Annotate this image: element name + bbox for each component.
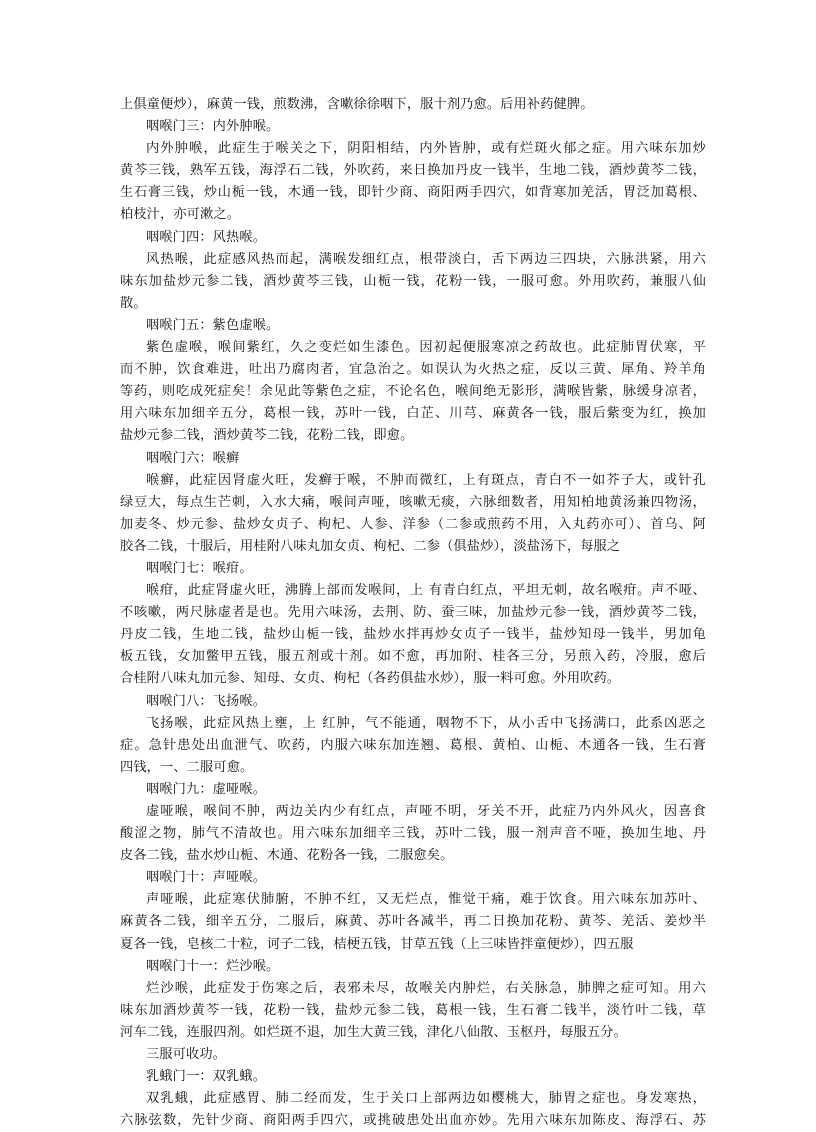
text-line: 柏枝汁，亦可漱之。 [120,207,241,223]
text-line: 等药，则吃成死症矣！余见此等紫色之症，不论名色，喉间绝无影形，满喉皆紫，脉缓身凉者， [120,384,706,400]
text-line: 夏各一钱，皂核二十粒，诃子二钱，桔梗五钱，甘草五钱（上三味皆拌童便炒），四五服 [120,936,634,952]
section-heading: 咽喉门十一：烂沙喉。 [146,958,280,974]
text-line: 盐炒元参二钱，酒炒黄芩二钱，花粉二钱，即愈。 [120,428,414,444]
text-line: 声哑喉，此症寒伏肺腑，不肿不红，又无烂点，惟觉干痛，难于饮食。用六味东加苏叶、 [146,892,706,908]
section-heading: 咽喉门六：喉癣 [146,450,240,466]
section-heading: 乳蛾门一：双乳蛾。 [146,1069,267,1085]
text-line: 丹皮二钱，生地二钱，盐炒山栀一钱，盐炒水拌再炒女贞子一钱半，盐炒知母一钱半，男加龟 [120,627,706,643]
text-line: 皮各二钱，盐水炒山栀、木通、花粉各一钱，二服愈矣。 [120,848,454,864]
text-line: 麻黄各二钱，细辛五分，二服后，麻黄、苏叶各减半，再二日换加花粉、黄芩、羌活、姜炒半 [120,914,706,930]
text-line: 散。 [120,295,147,311]
text-line: 症。急针患处出血泄气、吹药，内服六味东加连翘、葛根、黄柏、山栀、木通各一钱，生石膏 [120,737,706,753]
section-heading: 咽喉门五：紫色虚喉。 [146,317,280,333]
text-line: 合桂附八味丸加元参、知母、女贞、枸杞（各药俱盐水炒），服一料可愈。外用吹药。 [120,671,621,687]
section-heading: 咽喉门三：内外肿喉。 [146,119,280,135]
section-heading: 咽喉门八：飞扬喉。 [146,693,267,709]
text-line: 双乳蛾，此症感胃、肺二经而发，生于关口上部两边如樱桃大，肺胃之症也。身发寒热， [146,1091,706,1107]
text-line: 板五钱，女加鳖甲五钱，服五剂或十剂。如不愈，再加附、桂各三分，另煎入药，冷服，愈后 [120,649,706,665]
section-heading: 咽喉门十：声哑喉。 [146,870,267,886]
text-line: 用六味东加细辛五分，葛根一钱，苏叶一钱，白芷、川芎、麻黄各一钱，服后紫变为红，换加 [120,406,706,422]
section-heading: 三服可收功。 [146,1047,227,1063]
text-line: 胶各二钱，十服后，用桂附八味丸加女贞、枸杞、二参（俱盐炒），淡盐汤下，每服之 [120,538,621,554]
text-line: 黄芩三钱，熟军五钱，海浮石二钱，外吹药，来日换加丹皮一钱半，生地二钱，酒炒黄芩二钱， [120,163,706,179]
text-line: 紫色虚喉，喉间紫红，久之变烂如生漆色。因初起便服寒凉之药故也。此症肺胃伏寒，平 [146,340,706,356]
text-line: 喉癣，此症因肾虚火旺，发癣于喉，不肿而微红，上有斑点，青白不一如芥子大，或针孔 [146,472,706,488]
text-line: 而不肿，饮食难进，吐出乃腐肉者，宜急治之。如误认为火热之症，反以三黄、犀角、羚羊角 [120,362,706,378]
text-line: 虚哑喉，喉间不肿，两边关内少有红点，声哑不明，牙关不开，此症乃内外风火，因喜食 [146,804,706,819]
text-line: 内外肿喉，此症生于喉关之下，阴阳相结，内外皆肿，或有烂斑火郁之症。用六味东加炒 [146,141,706,157]
section-heading: 咽喉门七：喉疳。 [146,560,253,576]
text-line: 飞扬喉，此症风热上壅，上 红肿，气不能通，咽物不下，从小舌中飞扬满口，此系凶恶之 [146,715,706,731]
text-line: 不咳嗽，两尺脉虚者是也。先用六味汤，去荆、防、蚕三味，加盐炒元参一钱，酒炒黄芩二钱， [120,605,706,621]
text-line: 绿豆大，每点生芒刺，入水大痛，喉间声哑，咳嗽无痰，六脉细数者，用知柏地黄汤兼四物汤， [120,494,706,510]
text-line: 酸涩之物，肺气不清故也。用六味东加细辛三钱，苏叶二钱，服一剂声音不哑，换加生地、丹 [120,826,706,842]
section-heading: 咽喉门九：虚哑喉。 [146,781,267,797]
section-heading: 咽喉门四：风热喉。 [146,229,267,245]
text-line: 味东加盐炒元参二钱，酒炒黄芩三钱，山栀一钱，花粉一钱，一服可愈。外用吹药，兼服八仙 [120,273,706,289]
text-line: 烂沙喉，此症发于伤寒之后，表邪未尽，故喉关内肿烂，右关脉急，肺脾之症可知。用六 [146,980,706,996]
text-line: 生石膏三钱，炒山栀一钱，木通一钱，即针少商、商阳两手四穴，如背寒加羌活，胃泛加葛根、 [120,185,706,201]
text-line: 上俱童便炒），麻黄一钱，煎数沸，含嗽徐徐咽下，服十剂乃愈。后用补药健脾。 [120,97,594,112]
text-line: 六脉弦数，先针少商、商阳两手四穴，或挑破患处出血亦妙。先用六味东加陈皮、海浮石、苏 [120,1113,706,1129]
text-line: 味东加酒炒黄芩一钱，花粉一钱，盐炒元参二钱，葛根一钱，生石膏二钱半，淡竹叶二钱，草 [120,1002,706,1018]
text-line: 四钱，一、二服可愈。 [120,759,254,775]
text-line: 河车二钱，连服四剂。如烂斑不退，加生大黄三钱，津化八仙散、玉枢丹，每服五分。 [120,1024,627,1040]
text-line: 加麦冬、炒元参、盐炒女贞子、枸杞、人参、洋参（二参或煎药不用，入丸药亦可）、首乌、阿 [120,516,706,532]
text-line: 风热喉，此症感风热而起，满喉发细红点，根带淡白，舌下两边三四块，六脉洪紧，用六 [146,251,706,267]
text-line: 喉疳，此症肾虚火旺，沸腾上部而发喉间，上 有青白红点，平坦无刺，故名喉疳。声不哑、 [146,583,706,599]
